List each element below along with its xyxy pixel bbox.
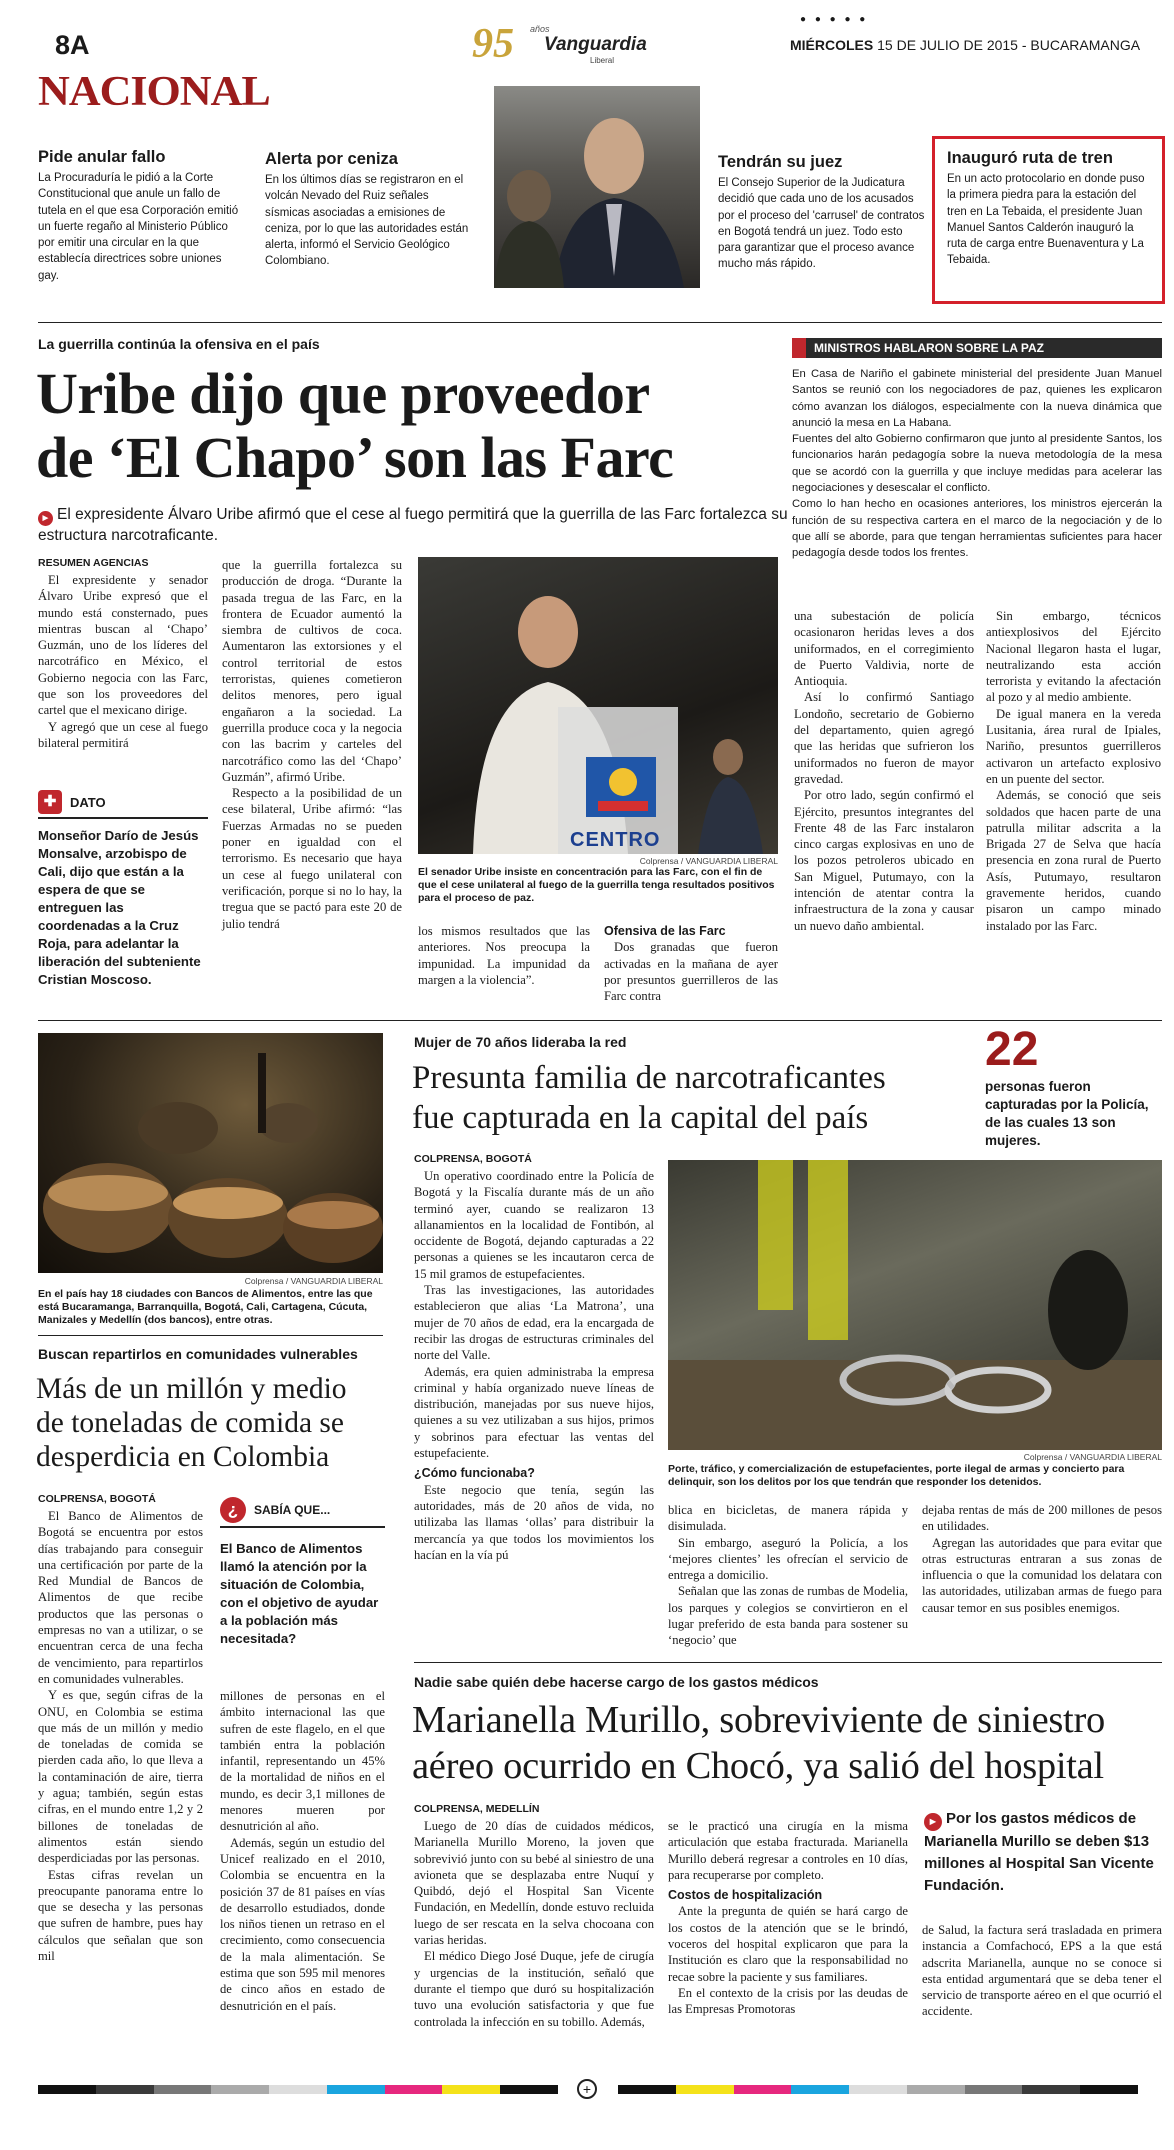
murillo-col-3 bbox=[922, 1922, 1162, 2022]
date-rest: 15 DE JULIO DE 2015 - BUCARAMANGA bbox=[877, 37, 1141, 53]
paragraph: Y agregó que un cese al fuego bilateral permitirá bbox=[38, 719, 208, 750]
paragraph: Luego de 20 días de cuidados médicos, Marianella Murillo Moreno, la joven que sobrevivió junto con su bebé al siniestro de una avioneta que se desplazaba entre Nuquí y Quibdó, dejó el Hospital San Vicente Fundación, en Medellín, donde estuvo recluida luego de ser rescata en la selva chocoana con varias heridas. bbox=[414, 1819, 654, 1948]
color-bar-left bbox=[38, 2085, 558, 2094]
potato-sacks bbox=[38, 1033, 383, 1273]
logo-years: 95 bbox=[472, 21, 514, 67]
paragraph: Dos granadas que fueron activadas en la mañana de ayer por presuntos guerrilleros de las Farc contra bbox=[604, 940, 778, 1004]
sabia-text: El Banco de Alimentos llamó la atención por la situación de Colombia, con el objetivo de ayudar a la población más necesitada? bbox=[220, 1541, 379, 1646]
costos-subhead: Costos de hospitalización bbox=[668, 1888, 823, 1903]
uribe-col-1 bbox=[38, 572, 208, 780]
murillo-col-1 bbox=[414, 1818, 654, 2029]
ofensiva-subhead: Ofensiva de las Farc bbox=[604, 924, 726, 938]
paragraph: El médico Diego José Duque, jefe de cirugía y urgencias de la institución, señaló que durante el tiempo que duró su hospitalización tuvo una evolución satisfactoria y que fue controlada la infección en su tobillo. Además, bbox=[414, 1949, 654, 2029]
headline-line-1: Marianella Murillo, sobreviviente de siniestro bbox=[412, 1699, 1105, 1741]
familia-col-3 bbox=[922, 1502, 1162, 1650]
alimentos-byline: COLPRENSA, BOGOTÁ bbox=[38, 1493, 156, 1505]
page-number: 8A bbox=[55, 30, 90, 60]
brief-title: Alerta por ceniza bbox=[265, 150, 398, 168]
logo bbox=[472, 20, 662, 70]
paragraph: millones de personas en el ámbito internacional las que sufren de este flagelo, en el que también entra la población infantil, representando un 45% de la mortalidad de niños en el mundo, es decir 3,1 millones de menores mueren por desnutrición al año. bbox=[220, 1689, 385, 1834]
uribe-col-5 bbox=[794, 608, 974, 1006]
section-title: NACIONAL bbox=[38, 69, 270, 115]
logo-sub: Liberal bbox=[590, 56, 615, 65]
uribe-photo-caption: El senador Uribe insiste en concentración para las Farc, con el fin de que el cese unilateral al fuego de la guerrilla tenga resultados positivos para el proceso de paz. bbox=[418, 866, 775, 904]
brief-text: En los últimos días se registraron en el volcán Nevado del Ruiz señales sísmicas asociadas a emisiones de ceniza, por lo que las autoridades están alerta, informó el Servicio Geológico Colombiano. bbox=[265, 174, 469, 268]
paragraph: Además, era quien administraba la empresa criminal y había organizado nueve líneas de distribución, manejadas por sus nueve hijos, quienes a su vez utilizaban a sus hijos, primos y sobrinos para efectuar las ventas del estupefaciente. bbox=[414, 1364, 654, 1461]
dato-text: Monseñor Darío de Jesús Monsalve, arzobispo de Cali, dijo que están a la espera de que se entreguen las coordenadas a la Cruz Roja, para adelantar la liberación del subteniente Cristian Moscoso. bbox=[38, 828, 201, 987]
familia-photo-caption: Porte, tráfico, y comercialización de estupefacientes, porte ilegal de armas y concierto para delinquir, son los delitos por los que tendrán que responder los detenidos. bbox=[668, 1463, 1125, 1488]
page-date bbox=[790, 37, 1140, 53]
handcuffs-figure bbox=[668, 1160, 1162, 1450]
brief-text: La Procuraduría le pidió a la Corte Constitucional que anule un fallo de tutela en el que esa Corporación emitió un fuerte regaño al Ministerio Público por emitir una circular en la que establecía directrices sobre uniones gay. bbox=[38, 172, 239, 282]
brief-text: El Consejo Superior de la Judicatura decidió que cada uno de los acusados por el proceso del 'carrusel' de contratos en Bogotá tendrá un juez. Todo esto para garantizar que el proceso avance mucho más rápido. bbox=[718, 177, 925, 271]
alimentos-photo-credit: Colprensa / VANGUARDIA LIBERAL bbox=[244, 1276, 383, 1286]
brief-title: Pide anular fallo bbox=[38, 148, 166, 166]
paragraph: El Banco de Alimentos de Bogotá se encuentra por estos días trabajando para conseguir una certificación por parte de la Red Mundial de Bancos de Alimentos de que recibe productos que las personas o empresas no van a utilizar, o se encuentran cerca de una fecha de vencimiento, para repartirlos en comunidades vulnerables. bbox=[38, 1509, 203, 1686]
paragraph: se le practicó una cirugía en la misma articulación que estaba fracturada. Marianella Murillo deberá regresar a controles en 10 días, para recuperarse por completo. bbox=[668, 1819, 908, 1882]
uribe-headline bbox=[36, 362, 673, 490]
dato-label: DATO bbox=[70, 794, 106, 810]
date-day: MIÉRCOLES bbox=[790, 37, 874, 53]
brief-title: Tendrán su juez bbox=[718, 153, 843, 171]
puzzle-icon: ✚ bbox=[38, 790, 62, 814]
paragraph: Fuentes del alto Gobierno confirmaron que junto al presidente Santos, los funcionarios harán pedagogía sobre la nueva metodología de la mesa que se acordó con la guerrilla y que incluye medidas para acelerar las negociaciones y desescalar el conflicto. bbox=[792, 433, 1162, 495]
crosshair-icon: + bbox=[577, 2079, 597, 2099]
ministros-text bbox=[792, 366, 1162, 581]
dato-box bbox=[38, 790, 208, 995]
divider bbox=[38, 322, 1162, 323]
headline-line-1: Más de un millón y medio bbox=[36, 1373, 347, 1405]
paragraph: Agregan las autoridades que para evitar que otras estructuras entraran a sus zonas de influencia o que la comunidad los delatara con las autoridades, utilizaban armas de fuego para causar temor en sus posibles enemigos. bbox=[922, 1535, 1162, 1615]
big-number-text: personas fueron capturadas por la Policía, de las cuales 13 son mujeres. bbox=[985, 1079, 1149, 1148]
familia-headline bbox=[412, 1058, 886, 1138]
brief-text: En un acto protocolario en donde puso la primera piedra para la estación del tren en La Tebaida, el presidente Juan Manuel Santos Calderón inauguró la ruta de carga entre Buenaventura y La Tebaida. bbox=[947, 173, 1145, 267]
arrow-icon: ► bbox=[924, 1813, 942, 1831]
headline-line-2: aéreo ocurrido en Chocó, ya salió del hospital bbox=[412, 1745, 1104, 1787]
uribe-kicker: La guerrilla continúa la ofensiva en el país bbox=[38, 336, 320, 352]
logo-anos: años bbox=[530, 24, 550, 34]
color-bar-right bbox=[618, 2085, 1138, 2094]
side-text: Por los gastos médicos de Marianella Murillo se deben $13 millones al Hospital San Vicente Fundación. bbox=[924, 1810, 1154, 1894]
logo-name: Vanguardia bbox=[544, 34, 647, 55]
como-subhead: ¿Cómo funcionaba? bbox=[414, 1466, 535, 1481]
paragraph: Este negocio que tenía, según las autoridades, más de 20 años de vida, no utilizaba las llamas ‘ollas’ para distribuir la mercancía ya que todos los movimientos los hacían en la vía pú bbox=[414, 1482, 654, 1562]
familia-col-2 bbox=[668, 1502, 908, 1650]
arrow-icon: ► bbox=[38, 511, 53, 526]
paragraph: Señalan que las zonas de rumbas de Modelia, los parques y colegios se convirtieron en el lugar preferido de esta banda para sostener su ‘negocio’ que bbox=[668, 1584, 908, 1648]
uribe-col-6 bbox=[986, 608, 1161, 1006]
familia-photo-credit: Colprensa / VANGUARDIA LIBERAL bbox=[1023, 1452, 1162, 1462]
photo-sign: CENTRO bbox=[570, 829, 661, 851]
paragraph: Por otro lado, según confirmó el Ejército, presuntos integrantes del Frente 48 de las Farc instalaron cinco cargas explosivas en uno de los pozos petroleros ubicado en San Miguel, Putumayo, con la intención de atentar contra la infraestructura de la zona y causar un nuevo daño ambiental. bbox=[794, 788, 974, 933]
paragraph: Estas cifras revelan un preocupante panorama entre lo que se desecha y las personas que sufren de hambre, pues hay cálculos que señalan que son mil bbox=[38, 1867, 203, 1964]
dek-text: El expresidente Álvaro Uribe afirmó que el cese al fuego permitirá que la guerrilla de las Farc fortalezca su estructura narcotraficante. bbox=[38, 506, 788, 544]
familia-kicker: Mujer de 70 años lideraba la red bbox=[414, 1034, 627, 1050]
brief-3 bbox=[718, 153, 928, 290]
paragraph: una subestación de policía ocasionaron heridas leves a dos uniformados, en el corregimiento de Puerto Valdivia, norte de Antioquia. bbox=[794, 609, 974, 689]
brief-title: Inauguró ruta de tren bbox=[947, 149, 1113, 167]
familia-col-1 bbox=[414, 1168, 654, 1648]
murillo-headline bbox=[412, 1697, 1105, 1789]
paragraph: de Salud, la factura será trasladada en primera instancia a Comfachocó, EPS a la que está adscrita Marianella, aunque no se conoce si esta entidad argumentará que se deba tener el servicio de transporte aéreo en el que ocurrió el accidente. bbox=[922, 1923, 1162, 2019]
paragraph: que la guerrilla fortalezca su producción de droga. “Durante la pasada tregua de las Farc, en la frontera de Ecuador aumentó la siembra de cultivos de coca. Aumentaron las extorsiones y el control territorial de estos terroristas, quienes cometieron delitos menores, pero igual engañaron a la sociedad. La guerrilla produce coca y la negocia con las bacrim y carteles del narcotráfico como las del ‘Chapo’ Guzmán”, afirmó Uribe. bbox=[222, 558, 402, 784]
alimentos-headline bbox=[36, 1372, 396, 1474]
brief-4-box bbox=[932, 136, 1165, 304]
paragraph: dejaba rentas de más de 200 millones de pesos en utilidades. bbox=[922, 1503, 1162, 1534]
uribe-col-4 bbox=[604, 923, 778, 1005]
sabia-header bbox=[220, 1497, 385, 1528]
murillo-kicker: Nadie sabe quién debe hacerse cargo de los gastos médicos bbox=[414, 1674, 819, 1690]
paragraph: Como lo han hecho en ocasiones anteriores, los ministros ejercerán la función de su respectiva cartera en el marco de la negociación y de lo que allí se aborde, para que tengan herramientas suficientes para hacer pedagogía desde todos los frentes. bbox=[792, 498, 1162, 560]
divider-right bbox=[414, 1662, 1162, 1663]
ministros-label: MINISTROS HABLARON SOBRE LA PAZ bbox=[792, 338, 1162, 358]
divider-short bbox=[38, 1335, 383, 1336]
sabia-label: SABÍA QUE... bbox=[254, 1503, 331, 1517]
brief-1 bbox=[38, 148, 243, 285]
paragraph: En Casa de Nariño el gabinete ministerial del presidente Juan Manuel Santos se reunió con los negociadores de paz, quienes les explicaron cómo avanzan los diálogos, especialmente con la nueva dinámica que anunció la mesa en La Habana. bbox=[792, 368, 1162, 429]
paragraph: Respecto a la posibilidad de un cese bilateral, Uribe afirmó: “las Fuerzas Armadas no se pueden poner en igualdad con el terrorismo. Es necesario que haya un cese al fuego unilateral con verificación, porque si no lo hay, la tregua que se pactó para este 20 de julio tendrá bbox=[222, 786, 402, 931]
paragraph: Además, según un estudio del Unicef realizado en el 2010, Colombia se encuentra en la posición 37 de 81 países en vías de desarrollo estudiados, donde los niños tienen un retraso en el crecimiento, como consecuencia de la mala alimentación. Se estima que son 595 mil menores de cinco años en estado de desnutrición en el país. bbox=[220, 1835, 385, 2013]
headline-line-1: Presunta familia de narcotraficantes bbox=[412, 1060, 886, 1096]
divider bbox=[38, 1020, 1162, 1021]
headline-line-2: de toneladas de comida se bbox=[36, 1407, 344, 1439]
murillo-col-2 bbox=[668, 1818, 908, 2020]
santos-photo bbox=[494, 86, 700, 288]
familia-byline: COLPRENSA, BOGOTÁ bbox=[414, 1153, 532, 1165]
ministros-accent bbox=[792, 338, 806, 358]
alimentos-col-1 bbox=[38, 1508, 203, 2020]
registration-dots: ● ● ● ● ● bbox=[800, 14, 869, 25]
headline-line-3: desperdicia en Colombia bbox=[36, 1441, 330, 1473]
paragraph: Sin embargo, técnicos antiexplosivos del Ejército Nacional llegaron hasta el lugar, neutralizando esta acción terrorista y evitando la afectación al pozo y al medio ambiente. bbox=[986, 609, 1161, 705]
paragraph: Además, se conoció que seis soldados que hacen parte de una patrulla militar adscrita a la Brigada 27 de Selva que hacía presencia en zona rural de Puerto Asís, Putumayo, resultaron gravemente heridos, cuando pisaron un campo minado instalado por las Farc. bbox=[986, 788, 1161, 933]
paragraph: Tras las investigaciones, las autoridades establecieron que alias ‘La Matrona’, una mujer de 70 años de edad, era la encargada de recibir las drogas de estructuras criminales del norte del Valle. bbox=[414, 1283, 654, 1363]
uribe-figure bbox=[418, 557, 778, 854]
santos-figure bbox=[494, 86, 700, 288]
paragraph: Un operativo coordinado entre la Policía de Bogotá y la Fiscalía durante más de un año terminó ayer, cuando se realizaron 13 allanamientos en la localidad de Fontibón, al occidente de Bogotá, dejando capturadas a 22 personas a quienes se les incautaron cerca de 15 mil gramos de estupefacientes. bbox=[414, 1169, 654, 1281]
handcuffs-photo bbox=[668, 1160, 1162, 1450]
paragraph: Así lo confirmó Santiago Londoño, secretario de Gobierno del departamento, quien agregó que las heridas que sufrieron los uniformados no fueron de mayor gravedad. bbox=[794, 690, 974, 786]
sabia-box bbox=[220, 1497, 385, 1677]
question-icon: ¿ bbox=[220, 1497, 246, 1523]
paragraph: blica en bicicletas, de manera rápida y disimulada. bbox=[668, 1503, 908, 1534]
murillo-side bbox=[924, 1808, 1162, 1897]
alimentos-kicker: Buscan repartirlos en comunidades vulnerables bbox=[38, 1346, 358, 1362]
paragraph: El expresidente y senador Álvaro Uribe expresó que el mundo está consternado, pues mientras buscan al ‘Chapo’ Guzmán, uno de los líderes del narcotráfico en México, el Gobierno negocia con las Farc, que son los proveedores del cartel que el mexicano dirige. bbox=[38, 573, 208, 718]
brief-2 bbox=[265, 150, 470, 287]
headline-line-2: fue capturada en la capital del país bbox=[412, 1100, 869, 1136]
uribe-col-3 bbox=[418, 923, 590, 1005]
alimentos-photo-caption: En el país hay 18 ciudades con Bancos de Alimentos, entre las que está Bucaramanga, Barranquilla, Bogotá, Cali, Cartagena, Cúcuta, Manizales y Medellín (dos bancos), entre otras. bbox=[38, 1288, 373, 1326]
headline-line-2: de ‘El Chapo’ son las Farc bbox=[36, 425, 674, 490]
uribe-col-2 bbox=[222, 557, 402, 1005]
alimentos-col-2 bbox=[220, 1688, 385, 2020]
paragraph: Y es que, según cifras de la ONU, en Colombia se estima que más de un millón y medio de toneladas de comida se pierden cada año, lo que lleva a la contaminación de aire, tierra y agua; también, según estas cifras, en el mundo entre 1,2 y 2 billones de toneladas de alimentos están siendo desperdiciadas por las personas. bbox=[38, 1688, 203, 1866]
paragraph: Sin embargo, aseguró la Policía, a los ‘mejores clientes’ les ofrecían el servicio de entrega a domicilio. bbox=[668, 1535, 908, 1583]
paragraph: Ante la pregunta de quién se hará cargo de los costos de la atención que se le brindó, voceros del hospital explicaron que para la Institución es claro que la responsabilidad no recae sobre la paciente y sus familiares. bbox=[668, 1904, 908, 1984]
dato-header bbox=[38, 790, 208, 819]
ministros-box bbox=[792, 338, 1162, 578]
paragraph: los mismos resultados que las anteriores. Nos preocupa la impunidad. La impunidad da margen a la violencia”. bbox=[418, 924, 590, 987]
uribe-photo bbox=[418, 557, 778, 854]
uribe-byline: RESUMEN AGENCIAS bbox=[38, 557, 149, 569]
alimentos-photo bbox=[38, 1033, 383, 1273]
uribe-photo-credit: Colprensa / VANGUARDIA LIBERAL bbox=[639, 856, 778, 866]
uribe-dek bbox=[38, 505, 790, 546]
big-number: 22 bbox=[985, 1023, 1039, 1076]
murillo-byline: COLPRENSA, MEDELLÍN bbox=[414, 1803, 540, 1815]
headline-line-1: Uribe dijo que proveedor bbox=[36, 361, 650, 426]
paragraph: De igual manera en la vereda Lusitania, área rural de Ipiales, Nariño, presuntos guerrilleros activaron un artefacto explosivo en un puente del sector. bbox=[986, 706, 1161, 786]
paragraph: En el contexto de la crisis por las deudas de las Empresas Promotoras bbox=[668, 1985, 908, 2017]
